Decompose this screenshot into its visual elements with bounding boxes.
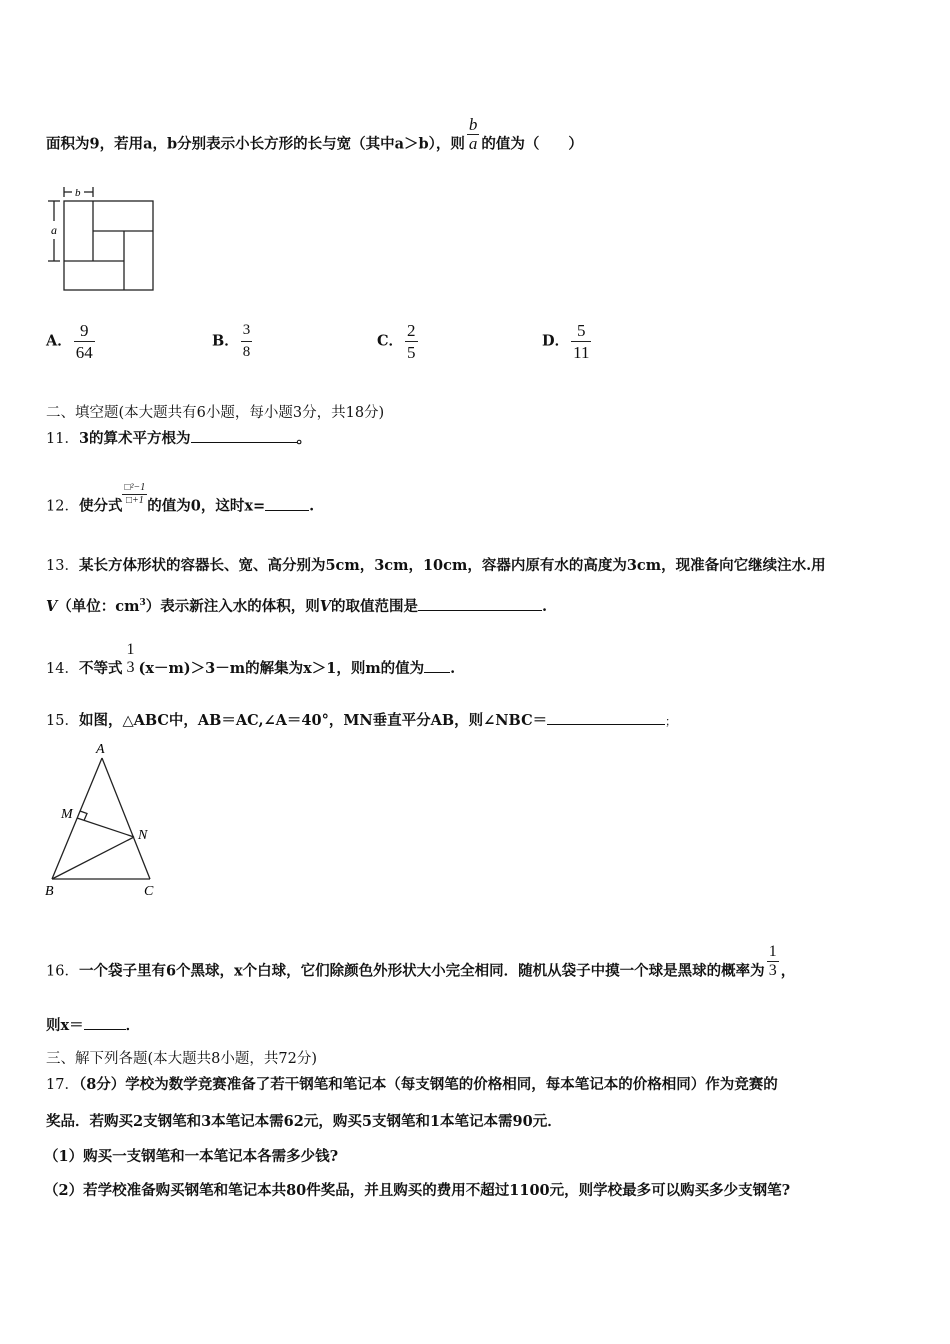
q12-frac-num: □²−1 [124, 482, 146, 493]
q13-line2-b: ）表示新注入水的体积，则 [145, 597, 320, 615]
q16-frac-den: 3 [768, 962, 777, 979]
q14-frac-den: 3 [126, 659, 135, 676]
section2-heading: 二、填空题(本大题共有6小题，每小题3分，共18分) [46, 405, 385, 421]
q13-v-symbol: V [46, 597, 58, 615]
q10-stem [46, 115, 583, 163]
q13-answer-blank[interactable] [418, 596, 542, 611]
q10-option-c-fraction [405, 320, 418, 363]
q10-frac-den: a [468, 134, 478, 153]
q17-number: 17． [46, 1077, 79, 1093]
q16-line2 [46, 1015, 140, 1036]
q11 [46, 428, 311, 449]
q15-label-a: A [96, 742, 105, 757]
q16-frac-num: 1 [768, 943, 777, 960]
q14-text: 不等式 [78, 660, 123, 677]
q10-option-a[interactable] [46, 320, 97, 363]
q10-option-d-letter: D． [542, 332, 570, 350]
q12-answer-blank[interactable] [265, 496, 309, 511]
q13-end: . [541, 597, 548, 615]
q13-superscript: 3 [139, 598, 146, 608]
q10-fraction [467, 116, 480, 153]
q16-number: 16． [46, 963, 79, 980]
q13-line1-text: 某长方体形状的容器长、宽、高分别为5cm，3cm，10cm，容器内原有水的高度为3cm，现准备向它继续注水.用 [78, 557, 826, 574]
q14-fraction [124, 641, 136, 677]
q10-option-c[interactable] [377, 320, 420, 363]
q12-tail: 的值为0，这时x= [147, 497, 266, 515]
q16-end: ． [125, 1017, 141, 1034]
q16-text: 一个袋子里有6个黑球，x个白球，它们除颜色外形状大小完全相同．随机从袋子中摸一个球是黑球的概率为 [78, 962, 765, 980]
q15-label-b: B [45, 884, 54, 899]
q10-option-c-num: 2 [407, 321, 416, 340]
q10-option-b-letter: B． [212, 332, 239, 350]
q11-text: 3的算术平方根为 [78, 430, 191, 447]
q10-option-a-den: 64 [75, 343, 93, 362]
q12-end: . [309, 497, 315, 515]
q12 [46, 482, 315, 519]
q13-number: 13． [46, 558, 79, 574]
q12-fraction [122, 482, 147, 507]
q11-number: 11． [46, 431, 79, 447]
q15-answer-blank[interactable] [547, 710, 665, 725]
q13-line2-c: 的取值范围是 [330, 597, 418, 615]
q15 [46, 710, 676, 732]
q10-frac-num: b [468, 115, 478, 134]
q10-option-a-num: 9 [74, 320, 95, 342]
q16-fraction [767, 943, 779, 980]
q10-option-d-num: 5 [571, 320, 591, 342]
q15-label-m: M [61, 807, 73, 822]
q17-part1: （1）购买一支钢笔和一本笔记本各需多少钱? [44, 1148, 339, 1165]
q12-text: 使分式 [78, 497, 123, 515]
q10-option-b[interactable] [212, 320, 254, 363]
q14 [46, 641, 456, 687]
q16-line2-text: 则x＝ [46, 1017, 84, 1034]
q15-text: 如图，△ABC中，AB＝AC,∠A＝40°，MN垂直平分AB，则∠NBC＝ [78, 712, 548, 729]
q10-option-d[interactable] [542, 320, 593, 363]
q15-triangle-figure [40, 738, 170, 900]
q10-option-c-den: 5 [407, 343, 416, 362]
q14-answer-blank[interactable] [424, 658, 450, 673]
q10-option-d-den: 11 [573, 343, 590, 362]
q12-frac-den: □+1 [125, 495, 144, 506]
q17-line1-text: （8分）学校为数学竞赛准备了若干钢笔和笔记本（每支钢笔的价格相同，每本笔记本的价格相同）作为竞赛的 [78, 1076, 778, 1093]
q15-label-c: C [144, 884, 154, 899]
q10-stem-text: 面积为9，若用a，b分别表示小长方形的长与宽（其中a＞b），则 [46, 135, 465, 153]
q10-option-a-fraction [74, 320, 95, 363]
q12-number: 12． [46, 498, 79, 515]
q10-option-c-letter: C． [377, 332, 404, 350]
q10-option-d-fraction [571, 320, 591, 363]
q14-frac-num: 1 [126, 641, 135, 658]
q10-rectangle-figure [46, 183, 161, 295]
q13-line1 [46, 556, 826, 576]
q11-tail: 。 [296, 430, 312, 447]
q16-answer-blank[interactable] [84, 1015, 126, 1030]
q14-end: . [450, 660, 456, 677]
q10-stem-tail: 的值为（ ） [481, 135, 583, 153]
q14-tail: (x－m)＞3－m的解集为x＞1，则m的值为 [138, 660, 425, 677]
q10-option-b-num: 3 [241, 320, 253, 342]
q13-line2-a: （单位：cm [57, 597, 140, 615]
q10-option-b-fraction [241, 320, 253, 363]
q16-tail: ， [780, 962, 796, 980]
q13-line2 [46, 593, 547, 617]
q17-line1 [46, 1075, 778, 1095]
q10-figure-label-a: a [51, 223, 57, 237]
section3-heading: 三、解下列各题(本大题共8小题，共72分) [46, 1051, 317, 1067]
q13-v-symbol-2: V [319, 597, 331, 615]
q10-option-a-letter: A． [46, 332, 72, 350]
q17-line2: 奖品．若购买2支钢笔和3本笔记本需62元，购买5支钢笔和1本笔记本需90元． [46, 1113, 562, 1130]
q10-figure-label-b: b [75, 187, 81, 199]
q14-number: 14． [46, 661, 79, 677]
q15-end: ； [665, 715, 677, 728]
q15-label-n: N [138, 828, 148, 843]
q11-answer-blank[interactable] [191, 428, 297, 443]
q17-part2: （2）若学校准备购买钢笔和笔记本共80件奖品，并且购买的费用不超过1100元，则学校最多可以购买多少支钢笔? [44, 1182, 791, 1199]
q16-line1 [46, 943, 796, 990]
q15-number: 15． [46, 713, 79, 729]
q10-option-b-den: 8 [242, 344, 251, 360]
